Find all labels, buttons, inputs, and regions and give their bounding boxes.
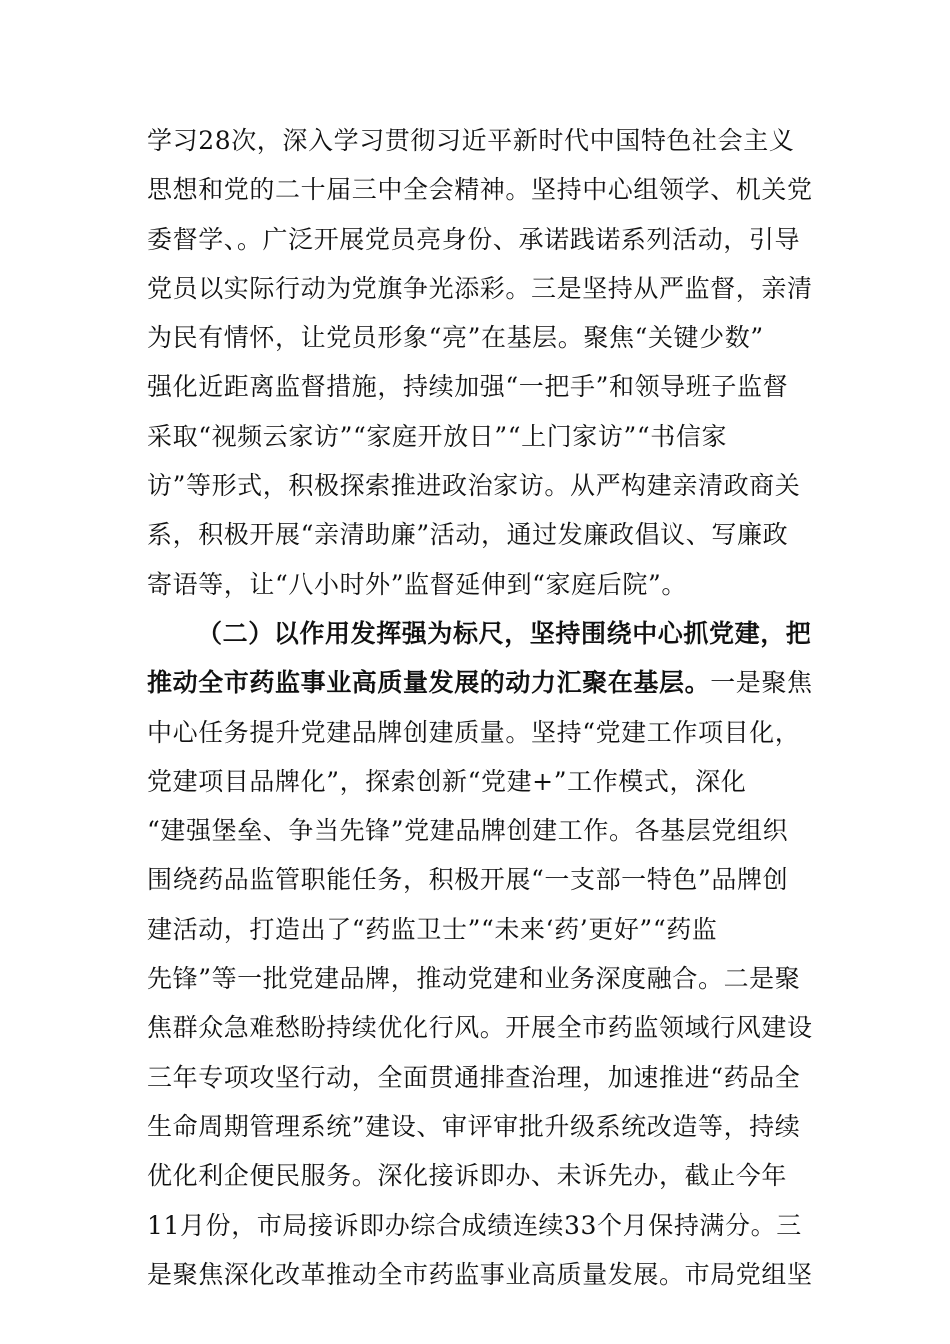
text-line: 焦群众急难愁盼持续优化行风。开展全市药监领域行风建设 bbox=[147, 1013, 813, 1043]
section-heading-continuation: 推动全市药监事业高质量发展的动力汇聚在基层。 bbox=[147, 668, 711, 698]
text-run: 一是聚焦 bbox=[710, 668, 813, 698]
text-line: 学习28次，深入学习贯彻习近平新时代中国特色社会主义 bbox=[147, 126, 795, 155]
text-line: 系，积极开展“亲清助廉”活动，通过发廉政倡议、写廉政 bbox=[147, 520, 789, 550]
text-line: 建活动，打造出了“药监卫士”“未来‘药’更好”“药监 bbox=[147, 914, 718, 944]
text-line: 为民有情怀，让党员形象“亮”在基层。聚焦“关键少数” bbox=[147, 323, 764, 353]
text-line: 强化近距离监督措施，持续加强“一把手”和领导班子监督 bbox=[147, 372, 789, 402]
text-line-mixed bbox=[147, 658, 813, 707]
text-line: 先锋”等一批党建品牌，推动党建和业务深度融合。二是聚 bbox=[147, 964, 801, 994]
text-line: 访”等形式，积极探索推进政治家访。从严构建亲清政商关 bbox=[147, 471, 801, 501]
text-line: 围绕药品监管职能任务，积极开展“一支部一特色”品牌创 bbox=[147, 865, 789, 895]
text-line: 中心任务提升党建品牌创建质量。坚持“党建工作项目化， bbox=[147, 717, 801, 747]
text-line: 寄语等，让“八小时外”监督延伸到“家庭后院”。 bbox=[147, 569, 687, 599]
text-line: 11月份，市局接诉即办综合成绩连续33个月保持满分。三 bbox=[147, 1210, 802, 1240]
text-line: 是聚焦深化改革推动全市药监事业高质量发展。市局党组坚 bbox=[147, 1259, 813, 1289]
text-line: 优化利企便民服务。深化接诉即办、未诉先办，截止今年 bbox=[147, 1161, 788, 1191]
text-line: 思想和党的二十届三中全会精神。坚持中心组领学、机关党 bbox=[147, 175, 813, 205]
body-text bbox=[147, 116, 813, 1299]
text-line: 三年专项攻坚行动，全面贯通排查治理，加速推进“药品全 bbox=[147, 1062, 801, 1092]
text-line: “建强堡垒、争当先锋”党建品牌创建工作。各基层党组织 bbox=[147, 816, 789, 846]
text-line: 委督学、。广泛开展党员亮身份、承诺践诺系列活动，引导 bbox=[147, 224, 801, 254]
text-line: 党员以实际行动为党旗争光添彩。三是坚持从严监督，亲清 bbox=[147, 273, 813, 303]
text-line: 生命周期管理系统”建设、审评审批升级系统改造等，持续 bbox=[147, 1111, 801, 1141]
section-heading-line: （二）以作用发挥强为标尺，坚持围绕中心抓党建，把 bbox=[197, 618, 812, 648]
text-line: 党建项目品牌化”，探索创新“党建+”工作模式，深化 bbox=[147, 766, 747, 796]
text-line: 采取“视频云家访”“家庭开放日”“上门家访”“书信家 bbox=[147, 421, 728, 451]
